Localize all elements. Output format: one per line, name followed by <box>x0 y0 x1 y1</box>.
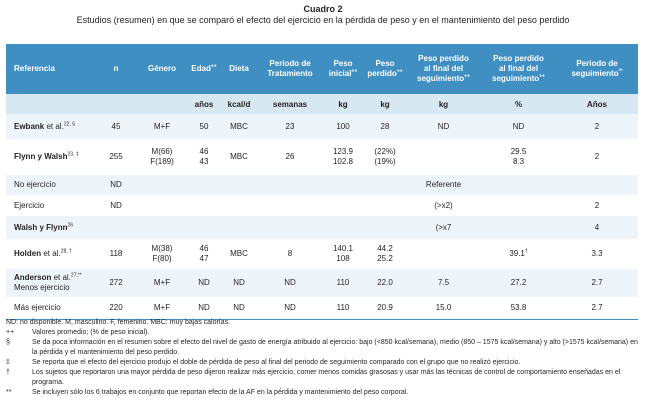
data-table <box>6 44 638 320</box>
table-row <box>6 114 638 139</box>
cell-edad <box>188 175 220 195</box>
cell-dieta <box>220 175 258 195</box>
cell-peso-perdido: 28 <box>364 114 406 139</box>
cell-periodo-seguimiento: 3.3 <box>591 249 603 258</box>
cell-periodo-tratamiento: ND <box>258 269 322 297</box>
table-title: Cuadro 2 <box>303 4 343 14</box>
footnote-item: † Los sujetos que reportaron una mayor pérdida de peso dijeron realizar más ejercicio, comer menos comidas grasosas y usar más las técnicas de control de comportamiento enseñadas en el programa. <box>6 369 621 386</box>
footnote-item: ++ Valores promedio; (% de peso inicial). <box>6 329 150 336</box>
cell-periodo-seguimiento: 2 <box>594 200 600 210</box>
header-peso-perdido-seguimiento-pct: Peso perdido al final del seguimiento++ <box>481 44 556 94</box>
cell-periodo-tratamiento <box>258 175 322 195</box>
cell-peso-perdido: (22%) (19%) <box>374 147 396 166</box>
cell-ppfs-kg: (>x7 <box>406 216 481 239</box>
cell-edad: 46 43 <box>199 147 209 166</box>
unit-periodo-seguimiento: Años <box>556 94 638 114</box>
footnote-abbreviations: ND: no disponible. M, masculino. F, femenino. MBC: muy bajas calorías. <box>6 319 231 326</box>
unit-peso-perdido-seguimiento-pct: % <box>481 94 556 114</box>
row-reference: No ejercicio <box>6 175 96 195</box>
table-row <box>6 239 638 269</box>
table-row <box>6 175 638 195</box>
cell-peso-perdido <box>364 195 406 216</box>
cell-ppfs-kg: ND <box>406 114 481 139</box>
cell-periodo-tratamiento: ND <box>258 297 322 320</box>
cell-peso-inicial: 123.9 102.8 <box>332 147 354 166</box>
cell-ppfs-kg: 15.0 <box>406 297 481 320</box>
row-reference: Flynn y Walsh$^{23, \ddagger}$ <box>14 151 79 161</box>
cell-peso-perdido: 20.9 <box>364 297 406 320</box>
cell-peso-inicial: 100 <box>322 114 364 139</box>
header-peso-perdido: Peso perdido++ <box>364 44 406 94</box>
header-edad: Edad++ <box>188 44 220 94</box>
cell-dieta: MBC <box>230 152 248 161</box>
header-referencia: Referencia <box>6 44 96 94</box>
cell-n: 255 <box>109 152 123 161</box>
header-peso-perdido-seguimiento-kg: Peso perdido al final del seguimiento++ <box>406 44 481 94</box>
cell-periodo-seguimiento: 2 <box>594 152 600 161</box>
cell-peso-inicial: 110 <box>322 269 364 297</box>
row-reference: Holden et al.$^{28, \dagger}$ <box>14 248 72 258</box>
cell-peso-perdido <box>364 175 406 195</box>
table-row <box>6 195 638 216</box>
row-reference: Más ejercicio <box>6 297 96 320</box>
cell-genero <box>136 195 188 216</box>
cell-dieta <box>220 195 258 216</box>
cell-peso-inicial: 140.1 108 <box>332 244 354 263</box>
header-peso-inicial: Peso inicial++ <box>322 44 364 94</box>
row-reference: Anderson et al.$^{27,**}$ Menos ejercicio <box>6 269 96 297</box>
header-dieta: Dieta <box>220 44 258 94</box>
cell-peso-perdido: 44.2 25.2 <box>377 244 393 263</box>
footnote-item: ‡ Se reporta que el efecto del ejercicio produjo el doble de pérdida de peso al final del periodo de seguimiento comparado con el grupo que no realizó ejercicio. <box>6 359 521 366</box>
cell-n: 220 <box>96 297 136 320</box>
cell-genero <box>136 216 188 239</box>
cell-n: 272 <box>96 269 136 297</box>
cell-ppfs-kg <box>406 239 481 269</box>
cell-n: ND <box>110 200 122 210</box>
cell-periodo-tratamiento: 23 <box>258 114 322 139</box>
unit-edad: años <box>188 94 220 114</box>
cell-ppfs-kg: 7.5 <box>406 269 481 297</box>
cell-genero: M+F <box>136 114 188 139</box>
cell-peso-inicial <box>322 216 364 239</box>
unit-dieta: kcal/d <box>220 94 258 114</box>
cell-genero: M+F <box>136 269 188 297</box>
row-reference: Ejercicio <box>14 200 45 210</box>
cell-n: ND <box>96 175 136 195</box>
header-periodo-seguimiento: Periodo de seguimiento** <box>556 44 638 94</box>
cell-edad: 46 47 <box>199 244 209 263</box>
cell-periodo-seguimiento: 2.7 <box>556 297 638 320</box>
cell-referente: Referente <box>406 175 481 195</box>
row-reference: Walsh y Flynn$^{26}$ <box>6 216 96 239</box>
unit-peso-inicial: kg <box>322 94 364 114</box>
cell-ppfs-pct <box>481 175 556 195</box>
footnote-item: § Se da poca información en el resumen sobre el efecto del nivel de gasto de energía atribuido al ejercicio: bajo (<850 kcal/semana), medio (850 – 1575 kcal/semana) y alto (>1575 kcal/semana) en la pérdida y el mantenimiento del peso perdido. <box>6 339 638 356</box>
unit-peso-perdido: kg <box>364 94 406 114</box>
cell-dieta: ND <box>220 297 258 320</box>
footnote-item: ** Se incluyen sólo los 6 trabajos en conjunto que reportan efecto de la AF en la pérdida y mantenimiento del peso corporal. <box>6 389 409 396</box>
cell-periodo-tratamiento <box>258 216 322 239</box>
cell-periodo-seguimiento: 2.7 <box>556 269 638 297</box>
table-row <box>6 269 638 297</box>
cell-periodo-tratamiento <box>258 195 322 216</box>
cell-dieta: MBC <box>230 249 248 258</box>
cell-genero: M(38) F(80) <box>151 244 173 263</box>
row-reference: Ewbank et al.$^{22, \S}$ <box>6 114 96 139</box>
cell-n: 45 <box>96 114 136 139</box>
cell-periodo-seguimiento: 4 <box>556 216 638 239</box>
cell-edad: ND <box>188 269 220 297</box>
cell-peso-inicial <box>322 195 364 216</box>
cell-genero: M(66) F(189) <box>150 147 174 166</box>
cell-ppfs-pct: 27.2 <box>481 269 556 297</box>
cell-edad: ND <box>188 297 220 320</box>
cell-peso-inicial: 110 <box>322 297 364 320</box>
cell-ppfs-pct: 39.1† <box>509 248 528 258</box>
table-row <box>6 139 638 175</box>
cell-genero <box>136 175 188 195</box>
unit-periodo-tratamiento: semanas <box>258 94 322 114</box>
header-genero: Género <box>136 44 188 94</box>
unit-peso-perdido-seguimiento-kg: kg <box>406 94 481 114</box>
cell-dieta: ND <box>220 269 258 297</box>
cell-peso-perdido <box>364 216 406 239</box>
cell-periodo-seguimiento: 2 <box>556 114 638 139</box>
unit-cell <box>96 94 136 114</box>
header-n: n <box>96 44 136 94</box>
cell-dieta: MBC <box>220 114 258 139</box>
cell-peso-perdido: 22.0 <box>364 269 406 297</box>
cell-n: 118 <box>109 249 123 258</box>
cell-periodo-tratamiento: 26 <box>285 152 295 161</box>
unit-cell <box>136 94 188 114</box>
cell-dieta <box>220 216 258 239</box>
cell-ppfs-pct: 53.8 <box>481 297 556 320</box>
table-caption <box>0 4 646 26</box>
cell-periodo-tratamiento: 8 <box>287 249 293 258</box>
cell-edad: 50 <box>188 114 220 139</box>
cell-peso-inicial <box>322 175 364 195</box>
header-row <box>6 44 638 94</box>
cell-ppfs-pct <box>481 216 556 239</box>
cell-ppfs-kg: (>x2) <box>434 200 453 210</box>
cell-genero: M+F <box>136 297 188 320</box>
cell-ppfs-kg <box>406 139 481 175</box>
table-row <box>6 216 638 239</box>
table-subtitle: Estudios (resumen) en que se comparó el efecto del ejercicio en la pérdida de peso y en el mantenimiento del peso perdido <box>76 15 570 25</box>
header-periodo-tratamiento: Periodo de Tratamiento <box>258 44 322 94</box>
cell-n <box>96 216 136 239</box>
unit-cell <box>6 94 96 114</box>
cell-periodo-seguimiento <box>556 175 638 195</box>
table-row <box>6 297 638 320</box>
units-row <box>6 94 638 114</box>
cell-edad <box>188 216 220 239</box>
cell-ppfs-pct <box>481 195 556 216</box>
cell-edad <box>188 195 220 216</box>
cell-ppfs-pct: 29.5 8.3 <box>510 147 527 166</box>
cell-ppfs-pct: ND <box>481 114 556 139</box>
table-footnotes <box>6 318 638 398</box>
